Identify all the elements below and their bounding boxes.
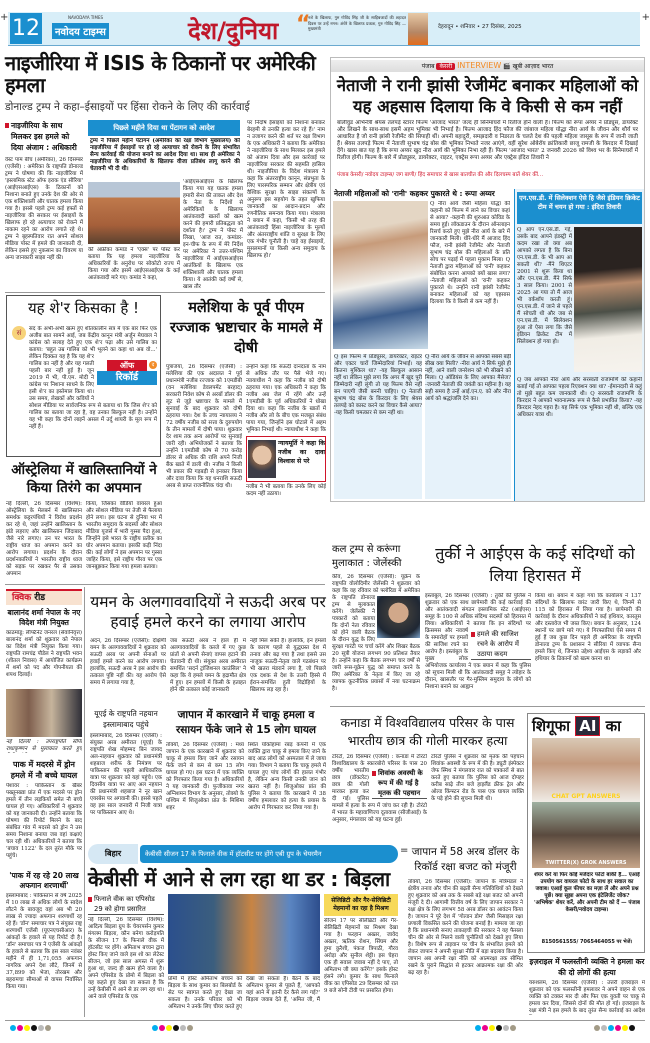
nigeria-headline: नाइजीरिया में ISIS के ठिकानों पर अमेरिकी हमला <box>5 51 316 97</box>
masthead <box>8 12 640 46</box>
divider <box>5 1020 645 1021</box>
nigeria-side-column <box>5 120 83 293</box>
photo-caption: नई दिल्ली : उपराष्ट्रपति सीपी राधाकृष्णन से मुलाकात करते हुए <box>6 739 82 752</box>
turkey-pull-quote: हमले की साजिश रचने के आरोप में उठाया कदम <box>477 630 519 658</box>
read-label: रीड <box>34 593 46 603</box>
malaysia-text2: उन्होंने कहा कि सऊदी दानदाता के नाम से अधिक तौर पर पैसे भेजे गए। न्यायाधीश ने कहा कि नजीब को दोषी ठहराया गया। एक अधिकारी ने कहा कि नजीब अब जेल में रहेंगे और उन्हें 1एमडीबी के पूर्व अधिकारियों ने धोखा दिया था। कहा कि नजीब के खातों में नजीब और लो के बीच एक मजबूत संबंध पाया गया, जिन्होंने इस घोटाले में अहम भूमिका निभाई थी। न्यायाधीश ने कहा कि नजीब ने भी बताया कि उनके लिए कोई कदम नहीं उठाया। <box>246 364 326 497</box>
interview-intro: बॉलीवुड अभिनेत्री श्रेयस तलपड़े स्टारर फिल्म 'आजाद भारत' जल्द ही सिनेमाघरों में रिलीज होने वाली है। फिल्म को रूपा अय्यर ने प्रोड्यूस, डायरेक्ट और लिखने के साथ-साथ इसमें अहम भूमिका भी निभाई है। फिल्म आजाद हिंद फौज की जांबाज महिला योद्धा नीरा आर्य के जीवन और शौर्य पर आधारित है जो रानी झांसी रेजीमेंट की सिपाही थीं। अपनी बहादुरी, समझदारी व निडरता के चलते देश की पहली महिला जासूस के रूप में जानी जाती हैं। श्रेयस तलपड़े फिल्म में नेताजी सुभाष चंद्र बोस की भूमिका निभाते नजर आएंगे, वहीं सुरेश ओबेरॉय क्रांतिकारी छाजू रामजी के किरदार में दिखाई देंगे। खास बात यह है कि रूपा अय्यर खुद नीरा आर्य की भूमिका निभा रही हैं। फिल्म 'आजाद भारत' 2 जनवरी 2026 को विश्व भर के सिनेमाघरों में रिलीज होगी। फिल्म के बारे में प्रोड्यूसर, डायरेक्टर, राइटर, एक्ट्रेस रूपा अय्यर और एक्ट्रेस इंदिरा तिवारी ने <box>337 120 638 161</box>
zelensky-story <box>332 543 420 700</box>
quote-mark-icon: “ <box>296 12 311 37</box>
nigeria-col2: की अफ्रीका कमांड ने 'एक्स' पर पोस्ट कर बताया कि यह हमला नाइजीरिया के अधिकारियों के अनुरोध पर सोकोटो राज्य में किया गया और इसमें आईएसआईएस के कई आतंकवादी मारे गए। कमांड ने कहा, <box>88 247 180 281</box>
canada-pull-quote: शिवांक अवस्थी के रूप में की गई है मृतक की पहचान <box>378 769 423 797</box>
pak-madrasa-headline: पाक में मदरसे में ड्रोन हमले में नौ बच्चे घायल <box>10 760 78 780</box>
kbc-columns <box>88 894 398 1016</box>
yemen-text1: अदन, 26 दिसम्बर (एजेंसी): दक्षिणी यमन के अलगाववादियों ने शुक्रवार को सऊदी अरब पर अपनी सेनाओं पर हवाई हमले करने का आरोप लगाया। हालांकि, सऊदी अरब ने इस आरोप की तत्काल पुष्टि नहीं की। यह आरोप ऐसे समय में लगाया गया है, <box>90 638 166 686</box>
interview-left-head: नेताजी महिलाओं को 'रानी' कहकर पुकारते थे : रूपा अय्यर <box>334 189 495 198</box>
logo: नवोदय टाइम्स <box>52 23 109 39</box>
off-record-badge <box>97 360 157 398</box>
kbc-text2: प्रोमो में होस्ट अमिताभ बच्चन को बिड़ला के साथ कुमार का बिलबोर्ड के सेट पर स्वागत करते हुए देखा जा सकता है। उनके परिवार को भी अमिताभ ने उनके लिए चीयर करते हुए देखा जा सकता है। बैठने के बाद अमिताभ कुमार से पूछते हैं, 'आपको यहां आने में इतनी देर कैसे लग गई?' बिड़ला जवाब देते हैं, 'अमित जी, मैं <box>168 976 320 1010</box>
meme-image-bottom <box>532 802 640 868</box>
interview-left-text: Q नीरा आर्य जैसी महिला योद्धा की कहानी को फिल्म में लाने का विचार कहां से आया? -कहानी की शुरुआत कोविड के समय हुई। लॉकडाउन के दौरान ऑनलाइन रिसर्च करते हुए मुझे नीरा आर्य के बारे में जानकारी मिली। धीरे-धीरे मैं आजाद हिंद फौज, रानी झांसी रेजीमेंट और नेताजी सुभाष चंद्र बोस की महिलाओं के प्रति सोच पर पढ़ाई में पहला मुकाम मिला। Q नेताजी द्वारा महिलाओं को 'रानी' कहकर संबोधित करना आपको क्यों खास लगा? -नेताजी महिलाओं को 'रानी' कहकर पुकारते थे। उन्होंने रानी झांसी रेजीमेंट बनाकर महिलाओं को यह एहसास दिलाया कि वे किसी से कम नहीं हैं। <box>430 201 510 305</box>
turkey-text1-wrap <box>425 593 531 699</box>
quiz-title: यह शे'र किसका है ! <box>27 299 140 317</box>
quiz-text-wrap <box>29 326 157 452</box>
zelensky-photo <box>377 596 420 638</box>
kbc-headline: केबीसी में आने से लग रहा था डर : बिड़ला <box>88 867 390 891</box>
japan-knife-text2: स्थित योकोहामा रबड़ कंपनी में एक व्यक्ति द्वारा चाकू से हमला किए जाने के बाद आठ लोगों को अस्पताल में ले जाया गया। विभाग ने बताया कि चाकू हमले में घायल हुए पांच लोगों की हालत गंभीर है, लेकिन अन्य किसी उनकी जान को खतरा नहीं है। शिजुओका प्रांत की पुलिस ने बताया कि कारखाने में 38 वर्षीय हमलावर को हत्या के प्रयास के आरोप में गिरफ्तार कर लिया गया है। <box>248 742 326 811</box>
page-number: 12 <box>10 13 42 44</box>
nepal-headline: बालानंद शर्मा नेपाल के नए विदेश मंत्री नियुक्त <box>7 608 81 627</box>
kbc-side-column <box>324 894 398 1010</box>
indira-photo <box>574 227 642 372</box>
film-label: आज़ाद भारत <box>524 63 554 70</box>
camera-icon: 🎬 <box>503 63 511 70</box>
quick-read-column <box>6 589 82 991</box>
badge-small: द <box>149 361 157 369</box>
kbc-banner-text: केबीसी सीजन 17 के फिनाले वीक में हॉटसीट पर होंगे एबी ग्रुप के चेयरमैन <box>140 845 398 863</box>
nepal-text: काठमांडू: लेफ्टिनेंट जनरल (सेवानिवृत्त) बालानंद शर्मा को शुक्रवार को नेपाल का विदेश मंत्री नियुक्त किया गया। राष्ट्रपति रामचंद्र पौडेल ने राष्ट्रपति भवन (शीतल निवास) में आयोजित कार्यक्रम में शर्मा को पद और गोपनीयता की शपथ दिलाई। <box>6 630 82 678</box>
malaysia-text2-wrap <box>246 364 326 554</box>
turkey-columns <box>425 593 645 699</box>
brand-badge: केसरी <box>436 63 455 70</box>
shigufa-word: शिगूफा <box>532 717 570 735</box>
rupa-photo <box>333 201 428 349</box>
canada-headline: कनाडा में विश्वविद्यालय परिसर के पास भारतीय छात्र की गोली मारकर हत्या <box>340 715 515 748</box>
kbc-story <box>88 844 398 1016</box>
interview-right-text: Q आप एन.एस.डी. गईं, उसके बाद आपने इंडस्ट्री में कदम रखा तो क्या अब आपको लगता है कि बिना एन.एस.डी. के भी आप आ सकती थीं? -मैंने थिएटर 2001 से शुरू किया था और एन.एस.डी. मैंने सिर्फ 3 साल किया। 2001 से 2025 आ गया तो मैं आज भी वर्कशॉप करती हूं। एन.एस.डी. में जाने से पहले मैं सोचती थी और जब से एन.एस.डी. में सिलेक्शन हुआ तो ऐसा लगा कि जैसे इंडियन क्रिकेट टीम में सिलेक्शन हो गया हो। <box>517 227 572 345</box>
divider <box>84 587 85 1017</box>
japan-knife-story <box>166 708 326 836</box>
shigufa-box <box>527 713 645 953</box>
yemen-text3: नहीं मिल सकी है। हालांकि, इन हमलों के कारण पहले से युद्धग्रस्त देश में तनाव और बढ़ गया है तथा इससे उस नाजुक सऊदी-नेतृत्व वाले गठबंधन पर भी खतरा मंडराने लगा है, जो पिछले एक दशक से देश के उत्तरी हिस्से में ईरान-समर्थित हूती विद्रोहियों के खिलाफ लड़ रहा है। <box>250 638 326 693</box>
shigufa-caption: शेयर करें या फिर कोई मजेदार फोटो बाकी है... एआई उपयोग कर वायरल फोटो के साथ हर सवाल का जवाब। एआई कूल फीचर का मज़ा लें और अपने प्रश्न पूछें। क्या सूझा अपना एक इंटेलिजेंट जोक? 'अभिषेक' शेयर करें, और अपनी टीम को दें — पंजाब केसरी/नवोदय टाइम्स। <box>534 872 640 913</box>
malaysia-columns <box>166 364 326 554</box>
quiz-box <box>6 295 161 457</box>
zelensky-text: कीव, 26 दिसम्बर (एजेंसी): यूक्रेन के राष्ट्रपति वोलोदिमीर जेलेंस्की ने शुक्रवार को कहा कि वह रविवार को फ्लोरिडा में अमेरिका के राष्ट्रपति डोनाल्ड ट्रम्प से मुलाकात करेंगे। जेलेंस्की ने पत्रकारों को बताया कि दोनों नेता रविवार को होने वाली बैठक के दौरान युद्ध के लिए सुरक्षा गारंटी पर चर्चा करेंगे और शिखर बैठक 20 सूत्री योजना लगभग 90 प्रतिशत तैयार है। उन्होंने कहा कि बैठक लगभग चार वर्षों से जारी रूस-यूक्रेन युद्ध को समाप्त करने के लिए अमेरिका के नेतृत्व में किए जा रहे व्यापक कूटनीतिक प्रयासों में नया घटनाक्रम है। <box>332 574 420 692</box>
registration-mark: + <box>0 12 9 23</box>
kbc-text1: नई दिल्ली, 26 दिसम्बर (विशेष): आदित्य बिड़ला ग्रुप के चेयरपर्सन कुमार मंगलम बिड़ला, कौन बनेगा करोड़पति के सीजन 17 के फिनाले वीक में हॉटसीट पर होंगे। अमिताभ बच्चन द्वारा होस्ट किए जाने वाले इस शो का लेटेस्ट सीजन, जो इस साल अगस्त में शुरू हुआ था, जल्द ही खत्म होने वाला है। अपने एपिसोड के प्रोमो में बिड़ला को यह कहते हुए देखा जा सकता है कि उन्हें केबीसी में आने से डर लग रहा था। आने वाले एपिसोड के एक <box>88 917 164 1000</box>
logo-small: NAVODAYA TIMES <box>68 15 104 20</box>
equals-sign: = <box>400 845 409 856</box>
turkey-pull-box <box>471 629 531 660</box>
kbc-subhead: फिनाले वीक का एपिसोड 29 को होगा प्रसारित <box>94 895 155 913</box>
cm-photo <box>408 13 428 45</box>
interview-lower <box>331 189 644 501</box>
interview-block <box>330 57 645 502</box>
canada-text1-wrap <box>332 754 427 828</box>
shigufa-title <box>532 716 642 736</box>
date-line: देहरादून • शनिवार • 27 दिसंबर, 2025 <box>438 24 522 30</box>
australia-story <box>6 461 162 577</box>
malaysia-pull-box <box>246 436 326 482</box>
nigeria-col4: पर निर्दोष ईसाइयों को निशाना बनाकर बेरहमी से उनकी हत्या कर रहे हैं।' नाम न उजागर करने की शर्त पर रक्षा विभाग के एक अधिकारी ने बताया कि अमेरिका ने नाइजीरिया के साथ मिलकर इस हमले को अंजाम दिया और इस कार्रवाई पर नाइजीरिया सरकार की सहमति हासिल थी। नाइजीरिया के विदेश मंत्रालय ने कहा कि अंतरराष्ट्रीय कानून, संप्रभुता के लिए पारस्परिक सम्मान और क्षेत्रीय एवं वैश्विक सुरक्षा के साझा संकल्पों के अनुरूप इस सहयोग के तहत खुफिया जानकारी का आदान-प्रदान और रणनीतिक समन्वय किया गया। मंत्रालय ने बयान में कहा, 'किसी भी तरह की आतंकवादी हिंसा नाइजीरिया के मूल्यों और अंतरराष्ट्रीय शांति व सुरक्षा के लिए एक गंभीर चुनौती है। चाहे वह ईसाइयों, मुसलमानों या किसी अन्य समुदाय के खिलाफ हो।' <box>247 120 325 259</box>
uae-headline: यूएई के राष्ट्रपति नहयान इस्लामाबाद पहुंचे <box>94 709 158 729</box>
kbc-banner <box>88 844 398 864</box>
uae-text: इस्लामाबाद, 26 दिसम्बर (एजेंसी) : संयुक्त अरब अमीरात (यूएई) के राष्ट्रपति शेख मोहम्मद बिन जायद अल-नाहयान शुक्रवार को प्रधानमंत्री शहबाज शरीफ के निमंत्रण पर पाकिस्तान की पहली आधिकारिक यात्रा पर शुक्रवार को यहां पहुंचे। एक दिवसीय यात्रा पर आए अल नहयान की प्रधानमंत्री शहबाज ने नूर खान एयरबेस पर अगवानी की। इससे पहले वह इस साल जनवरी में निजी यात्रा पर पाकिस्तान आए थे। <box>90 733 162 816</box>
divider <box>330 706 645 707</box>
pak-refugee-text: इस्लामाबाद : पाकिस्तान से वर्ष 2025 में 10 लाख से अधिक लोगों के स्वदेश लौटने के बावजूद वहां अब भी 20 लाख से ज्यादा अफगान शरणार्थी रह रहे हैं। 'डॉन' समाचार पत्र ने संयुक्त राष्ट्र शरणार्थी एजेंसी (यूएनएचसीआर) के आंकड़ों के हवाले से यह रिपोर्ट दी है। 'डॉन' समाचार पत्र ने एजेंसी के आंकड़ों के हवाले से बताया कि इस साल नवंबर महीने में ही 1,71,055 अफगान नागरिक अपने देश लौटे, जिनमें से 37,899 को भेजा, तोरखम और बहरामचा सीमाओं से वापस निर्वासित किया गया। <box>6 893 82 990</box>
turkey-story <box>425 543 645 699</box>
yemen-headline: यमन के अलगाववादियों ने सऊदी अरब पर हवाई हमले करने का लगाया आरोप <box>90 593 326 631</box>
canada-pull-box <box>372 768 427 799</box>
ai-badge: AI <box>575 716 600 736</box>
canada-columns <box>330 754 525 828</box>
canada-text2: टोरंटो पुलिस ने शुक्रवार को मृतक की पहचान शिवांक अवस्थी के रूप में की है। ड्यूटी इंस्पेक्टर जेफ स्मिथ ने मंगलवार रात को पत्रकारों से बात करते हुए बताया कि पुलिस को आज दोपहर करीब साढ़े तीन बजे हाइलैंड क्रीक ट्रेल और ओल्ड किंग्स्टन रोड के पास एक घायल व्यक्ति के पड़े होने की सूचना मिली थी। <box>431 754 524 802</box>
gaza-story <box>529 956 645 1015</box>
uae-story <box>90 708 162 833</box>
divider <box>5 292 325 293</box>
canada-text1: टोरंटो, 26 दिसम्बर (एजेंसी) : कनाडा में टोरंटो विश्वविद्यालय के स्कारबोरो परिसर के पास 20 वर्षीय भारतीय छात्र (डॉक्टरेट) छात्र की गोली मारकर हत्या कर दी गई। पुलिस मामले में हत्या के रूप में जांच कर रही है। टोरंटो में भारत के महावाणिज्य दूतावास (सीजीआई) के अनुसार, मंगलवार को यह घटना हुई। <box>332 754 427 823</box>
color-registration-bar <box>594 1025 635 1031</box>
quick-read-tab <box>6 589 82 605</box>
color-registration-bar <box>152 1025 193 1031</box>
interview-right-head: एन.एस.डी. में सिलेक्शन ऐसे हि जैसे इंडियन क्रिकेट टीम में चयन हो गया : इंदिरा तिवारी <box>517 192 642 224</box>
turkey-text1: इस्तांबुल, 26 दिसम्बर (एजेंसी) : तुर्की की पुलिस ने शुक्रवार को एक साथ छापेमारी की कई कार्रवाई की और आतंकवादी संगठन इस्लामिक स्टेट (आईएस) समूह के 100 से अधिक संदिग्ध सदस्यों को हिरासत में लिया। अधिकारियों ने बताया कि इन संदिग्धों पर क्रिसमस और नववर्ष के समारोहों पर हमलों की साजिश रचने का आरोप है। इस्तांबुल के मुख्य लोक अभियोजक कार्यालय ने एक बयान में कहा कि पुलिस को सूचना मिली थी कि आतंकवादी समूह ने त्योहार के दौरान, खासतौर पर गैर-मुस्लिम समुदाय के लोगों को निशाना बनाने का आह्वान <box>425 593 531 690</box>
yemen-columns <box>90 638 326 698</box>
malaysia-text1: पुत्राजया, 26 दिसम्बर (एजेंसी) : मलेशिया की एक अदालत ने पूर्व प्रधानमंत्री नजीब रज्जाक को 1एमडीबी (वन मलेशिया डेवलपमेंट बरहाद) सरकारी निवेश कोष से अरबों डॉलर की लूट से जुड़े भ्रष्टाचार के मामले में सुनवाई के बाद शुक्रवार को दोषी ठहराया गया। देश के उच्च न्यायालय ने 72 वर्षीय नजीब को सत्ता के दुरुपयोग के तीन मामलों में दोषी पाया। शुक्रवार देर शाम तक अन्य आरोपों पर सुनवाई जारी रही। अभियोजकों ने बताया कि उन्होंने 1एमडीबी कोष से 70 करोड़ डॉलर से अधिक की राशि अपने निजी बैंक खाते में डाली थी। नजीब ने किसी भी प्रकार की गड़बड़ी से इनकार किया और दावा किया कि यह धनराशि सऊदी अरब से प्राप्त राजनीतिक चंदा थी। <box>166 364 242 489</box>
interview-headline: नेताजी ने रानी झांसी रेजीमेंट बनाकर महिलाओं को यह अहसास दिलाया कि वे किसी से कम नहीं <box>336 76 639 116</box>
japan-budget-text: तोक्यो, 26 दिसम्बर (एजेंसी): जापान के मंत्रिमंडल ने क्षेत्रीय तनाव और चीन की बढ़ती सैन्य गतिविधियों को देखते हुए शुक्रवार को अब तक के सबसे बड़े रक्षा बजट को अपनी मंजूरी दे दी। आगामी वित्तीय वर्ष के लिए जापान सरकार ने रक्षा क्षेत्र के लिए लगभग 58 अरब डॉलर का आवंटन किया है। जापान ने पूरे देश में 'गोल्डन डोम' जैसी मिसाइल रक्षा प्रणाली विकसित करने की योजना बनाई है। मामला जा रहा है कि प्रधानमंत्री सनाए ताकाइची की सरकार ने यह फैसला चीन की ओर से मिलने वाली चुनौतियों को देखते हुए लिया है। विशेष रूप से ताइवान पर चीन के संभावित हमले को लेकर जापान ने अपनी सुरक्षा नीति में बड़ा बदलाव किया है। जापान अब अपनी रक्षा नीति को आत्मरक्षा तक सीमित रखने के पुराने सिद्धांत से हटकर आक्रामक रक्षा की ओर बढ़ रहा है। <box>408 879 523 976</box>
australia-columns <box>6 501 162 577</box>
divider <box>5 584 325 585</box>
interview-bar <box>331 60 644 72</box>
canada-story <box>330 714 525 828</box>
pak-refugee-headline: 'पाक में रह रहे 20 लाख अफगान शरणार्थी' <box>9 871 79 890</box>
japan-knife-headline: जापान में कारखाने में चाकू हमला व रसायन फेंके जाने से 15 लोग घायल <box>175 709 317 736</box>
nigeria-body <box>5 120 325 298</box>
najib-photo <box>248 440 276 478</box>
nigeria-col1: वेस्ट पाम बीच (अमेरिका), 26 दिसम्बर (एजेंसी) : अमेरिका के राष्ट्रपति डोनाल्ड ट्रम्प ने घोषणा की कि नाइजीरिया में 'इस्लामिक स्टेट ऑफ इराक एंड सीरिया' (आईएसआईएस) के ठिकानों को निशाना बनाते हुए उनके देश की ओर से एक शक्तिशाली और घातक हमला किया गया है। इससे पहले ट्रम्प कई हफ्तों से नाइजीरिया की सरकार पर ईसाइयों के खिलाफ हो रहे अत्याचार को रोकने में नाकाम रहने का आरोप लगाते रहे थे। ट्रम्प ने बृहस्पतिवार रात अपने सोशल मीडिया पोस्ट में हमले की जानकारी दी, लेकिन इससे हुए नुकसान का विवरण या अन्य जानकारी साझा नहीं की। <box>5 157 83 261</box>
pak-madrasa-text: पेशावर : पाकिस्तान के खैबर पख्तूनख्वा प्रांत में एक मदरसे पर ड्रोन हमले में तीन लड़कियों समेत नौ बच्चे घायल हो गए। अधिकारियों ने शुक्रवार को यह जानकारी दी। उन्होंने बताया कि घोषणा की रिपोर्ट मिलने के बाद संबंधित गांव में मदरसे को ड्रोन ने उस समय निशाना बनाया जब वहां कक्षाएं चल रही थीं। अधिकारियों ने बताया कि 'बचाव 1122' के दल तुरंत मौके पर पहुंचे। <box>6 783 82 859</box>
kbc-side-text: सीजन 17 पर सेलिब्रिटी और गैर-सेलिब्रिटी मेहमानों का मिश्रण देखा गया है। फरहान अख्तर, जावेद अख्तर, ऋतिक रोशन, सिंघम और हुमा कुरैशी, पंकज त्रिपाठी, गौरव अरोड़ा और सुनील शेट्टी। इस चेहरा एक ही सवाल जवाब नहीं दे पाए, तो अमिताभ जी क्या करेंगे?' इसके होस्ट हंसने लगे। कुमार के साथ फिनाले वीक का एपिसोड 29 दिसम्बर को रात 9 बजे सोनी टीवी पर प्रसारित होगा। <box>324 918 398 994</box>
guest-label: खूबी <box>512 63 523 70</box>
kbc-subhead-row <box>88 894 164 915</box>
meme-caption-bottom: TWITTER(X) GROK ANSWERS <box>545 860 627 866</box>
nigeria-banner: पिछले महीने दिया था पेंटागन को आदेश <box>88 120 240 136</box>
yemen-story <box>90 592 326 698</box>
quick-label: क्विक <box>12 593 32 603</box>
yemen-text2: जब सऊदी अरब ने हाल ही में अलगाववादियों के कब्जे में गए कुछ प्रांतों से अपनी सेनाएं वापस हटाने की चेतावनी दी थी। संयुक्त अरब अमीरात समर्थित 'सदर्न ट्रांजिशनल काउंसिल' ने कहा कि ये हमले यमन के हद्रामौत क्षेत्र में हुए। इन हमलों में किसी के हताहत होने की तत्काल कोई जानकारी <box>170 638 246 693</box>
red-bullet-icon <box>88 897 92 902</box>
kbc-middle-column <box>168 894 320 1016</box>
red-bullet-icon <box>372 771 376 776</box>
japan-budget-headline: जापान में 58 अरब डॉलर के रिकॉर्ड रक्षा बजट को मंजूरी <box>411 846 520 873</box>
malaysia-headline: मलेशिया के पूर्व पीएम रज्जाक भ्रष्टाचार के मामले में दोषी <box>169 300 323 356</box>
red-bullet-icon <box>5 123 9 128</box>
australia-text1: नई दिल्ली, 26 दिसम्बर (विशेष): ऑस्ट्रेलिया के मेलबर्न में खालिस्तान समर्थक कट्टरपंथियों ने विरोध प्रदर्शन कर रहे थे, जहां उन्होंने खालिस्तान के झंडे लहराए और खालिस्तान जिंदाबाद जैसे नारे लगाए। उन पर भारत के राष्ट्रीय ध्वज का अपमान करने का आरोप लगाया। प्रदर्शन के दौरान प्रदर्शनकारियों ने भारतीय राष्ट्रीय ध्वज को सड़क पर रखकर पैर से उसका अपमान <box>6 501 82 577</box>
interview-q-block3: Q जब आपको नीरा आर्य और सरस्वती राजामणि की कहानी बताई गई तो आपका पहला रिएक्शन क्या था? -ईमानदारी से कहूं तो मुझे बहुत कम जानकारी थी। Q सरस्वती राजामणि के किरदार ने आपको भावनात्मक रूप से कैसे प्रभावित किया? -यह किरदार नेहद गहरा है। यह सिर्फ एक भूमिका नहीं थी, बल्कि एक अधिकार यात्रा थी। <box>517 377 642 418</box>
gaza-headline: इज़राइल में फलस्तीनी व्यक्ति ने हमला कर की दो लोगों की हत्या <box>529 957 645 977</box>
japan-budget-story <box>408 845 523 1013</box>
meme-caption-top: CHAT GPT ANSWERS <box>551 793 621 800</box>
japan-knife-text1: तोक्यो, 26 दिसम्बर (एजेंसी) : मध्य जापान के एक कारखाने में शुक्रवार को चाकू से हमला किए जाने और रसायन फेंके जाने से कम से कम 15 लोग घायल हो गए। इस घटना में एक व्यक्ति को गिरफ्तार किया गया है। अधिकारियों ने यह जानकारी दी। फुजीकावा नगर अग्निशमन विभाग के अनुसार, तोक्यो के पश्चिम में शिजुओका प्रांत के मिशिमा शहर <box>166 742 244 811</box>
australia-headline: ऑस्ट्रेलिया में खालिस्तानियों ने किया तिरंगे का अपमान <box>11 462 157 496</box>
turkey-text2: किया था। बयान में कहा गया कि कार्यालय ने 137 संदिग्धों के खिलाफ वारंट जारी किए थे, जिनमें से 115 को हिरासत में लिया गया है। छापेमारी की कार्रवाई के दौरान अधिकारियों ने कई हथियार, कारतूस और दस्तावेज भी जब्त किए। बयान के अनुसार, 124 स्थानों पर छापे मारे गए। ये गिरफ्तारियां ऐसे समय में हुई हैं जब कुछ दिन पहले ही अमेरिका के राष्ट्रपति डोनाल्ड ट्रम्प के प्रशासन ने सीरिया में व्यापक सैन्य हमले किए थे, जिनका उद्देश्य आईएस के लड़ाकों और हथियार के ठिकानों को खत्म करना था। <box>535 593 641 662</box>
dropcap: सं <box>12 326 26 340</box>
brand-label: पंजाब <box>421 63 435 70</box>
quiz-text: सद के अभी-अभी खत्म हुए शीतकालीन सत्र में एक बार फिर एक अजीब बात सामने आई, जब केंद्रीय कानून मंत्री अर्जुन मेघवाल ने कांग्रेस को सलाह देते हुए एक शे'र पढ़ा और उसे गालिब का बताया: 'बहुत उम्र गालिब को भी भूलने का कहा था अब वो...' लेकिन दिक्कत यह है कि यह शे'र गालिब का नहीं है और यह गलती पहली बार नहीं हुई है। जून 2019 में भी, पी.एम. मोदी ने कांग्रेस पर निशाना साधने के लिए इसी शे'र का इस्तेमाल किया था। उस समय, लेखकों और कवियों ने सोशल मीडिया पर सार्वजनिक रूप से बताया था कि जिस शे'र को गालिब का बताया जा रहा है, वह उनका बिल्कुल नहीं है। उन्होंने यह भी कहा कि दोनों लाइनें असल में उर्दू शायरी के मूल रूप में नहीं हैं। <box>29 326 157 430</box>
nigeria-intro: ट्रम्प ने पिछले महीने पेंटागन (अमेरिका का रक्षा विभाग मुख्यालय) को नाइजीरिया में ईसाइयों पर हो रहे अत्याचार को रोकने के लिए संभावित सैन्य कार्रवाई की योजना बनाने का आदेश दिया था। साथ ही अमेरिका ने नाइजीरिया के अधिकारियों के खिलाफ वीजा प्रतिबंध लागू करने की चेतावनी भी दी थी। <box>90 138 240 172</box>
color-registration-bar <box>475 1025 516 1031</box>
interview-credit: पंजाब केसरी/ नवोदय टाइम्स/ जग बाणी/ हिंद समाचार से खास बातचीत की और दिलचस्प बातें शेयर कीं... <box>337 172 544 178</box>
nigeria-col3: 'आईएसआईएस के खिलाफ किया गया यह घातक हमला हमारी सेना की ताकत और देश के नेता के निर्देशों से अमेरिकियों के खिलाफ आतंकवादी खतरों को खत्म करने की हमारी प्रतिबद्धता को दर्शाता है।' ट्रम्प ने पोस्ट में लिखा, 'आज रात, कमांडर-इन-चीफ के रूप में मेरे निर्देश पर अमेरिका ने उत्तर-पश्चिम नाइजीरिया में आईएसआईएस आतंकियों के खिलाफ एक शक्तिशाली और घातक हमला किया। ये आतंकी कई वर्षों से, खास तौर <box>183 179 243 290</box>
kbc-banner-tag: बिहार <box>88 844 138 864</box>
ka-word: का <box>605 717 622 735</box>
badge-top: ऑफ <box>107 360 147 371</box>
nigeria-photo <box>88 182 180 244</box>
kbc-left-column <box>88 894 164 1013</box>
interview-label: INTERVIEW <box>457 61 502 70</box>
malaysia-story <box>166 298 326 554</box>
australia-text2: किया, जिसका वीडियो वायरल हुआ और सोशल मीडिया पर तेजी से फैलाया होने लगा। इस घटना से दुनिया भर में भारतीय समुदाय के सदस्यों और सोशल मीडिया यूजर्स में भारी गुस्सा पैदा हुआ, जिन्होंने इसे भारत के राष्ट्रीय प्रतीक का घोर अपमान बताया। इसकी कड़ी निंदा की। कई लोगों ने इस अपमान पर गुस्सा जाहिर किया, इसे राष्ट्रीय गौरव पर एक जानबूझकर किया गया हमला बताया। <box>86 501 162 570</box>
badge-bottom: रिकॉर्ड <box>97 371 157 385</box>
japan-knife-columns <box>166 742 326 836</box>
nigeria-side-head-row <box>5 120 83 153</box>
malaysia-pull-quote: न्यायमूर्ति ने कहा कि नजीब का दावा विश्वास से परे <box>278 440 325 465</box>
nepal-photo <box>6 689 82 737</box>
red-bullet-icon <box>471 632 475 637</box>
interview-q-block1: Q इस फिल्म में प्रोड्यूसर, डायरेक्टर, राइटर और एक्टर चारों जिम्मेदारियां निभाईं। यह कितना मुश्किल था? -यह बिल्कुल आसान नहीं था लेकिन मुझे लगा कि अगर मैं खुद पूरी जिम्मेदारी नहीं लूंगी तो यह फिल्म वैसे नहीं बन पाएगी जैसी बननी चाहिए। Q नेताजी सुभाष चंद्र बोस के किरदार के लिए श्रेयस तलपड़े को कास्ट करने का विचार कैसे आया? -यह किसी चमत्कार से कम नहीं था। <box>334 354 422 499</box>
nigeria-story <box>5 52 325 298</box>
nigeria-subhead: डोनाल्ड ट्रम्प ने कहा–ईसाइयों पर हिंसा रोकने के लिए की कार्रवाई <box>5 101 250 113</box>
section-title: देश/दुनिया <box>188 17 279 45</box>
meme-image-top <box>532 738 640 802</box>
gaza-text: यरुशलम, 26 दिसम्बर (एजेंसी) : उत्तरी इजराइल में शुक्रवार को एक फलस्तीनी हमलावर ने अपने वाहन से एक व्यक्ति को टक्कर मार दी और फिर एक युवती पर चाकू से हमला कर दिया, जिससे दोनों की मौत हो गई। इजराइल के रक्षा मंत्री ने इस हमले के बाद तुरंत सैन्य कार्रवाई का आदेश <box>529 980 645 1014</box>
zelensky-headline: कल ट्रम्प से करूंगा मुलाकात : जेलेंस्की <box>332 544 402 569</box>
kbc-side-box: सेलिब्रिटी और गैर-सेलिब्रिटी मेहमानों का रहा है मिश्रण <box>324 894 398 916</box>
registration-mark: + <box>641 12 650 23</box>
turkey-headline: तुर्की ने आईएस के कई संदिग्धों को लिया हिरासत में <box>435 544 635 585</box>
color-registration-bar <box>10 1025 51 1031</box>
nigeria-side-head: नाइजीरिया के साथ मिलकर इस हमले को दिया अंजाम : अधिकारी <box>11 121 77 152</box>
kbc-photo <box>168 894 320 974</box>
interview-q-block2: Q नीरा आर्य के जीवन से आपको सबसे बड़ी सीख क्या मिली? -नीरा आर्य ने सिर्फ मुझे ही नहीं, आने वाली जनरेशन को भी सीखने को मिला। Q ऑडियंस के लिए आपका मैसेज? -जनवरी नेताजी की जयंती का महीना है। यह सही समय है उन्हें आई.एन.ए. को और नीरा आर्य को श्रद्धांजलि देने का। <box>425 354 511 499</box>
zelensky-text-wrap <box>332 574 420 700</box>
header-quote: नशे के खिलाफ, गुरु गोविंद सिंह जी के साहिबजादों की शहादत दिवस पर उन्हें नमन। अंधेरे के खिलाफ प्रकाश, गुरु गोविंद सिंह — मुख्यमंत्री <box>308 15 406 32</box>
shigufa-phones: 8150561555/ 7065464055 पर भेजें। <box>541 939 633 945</box>
